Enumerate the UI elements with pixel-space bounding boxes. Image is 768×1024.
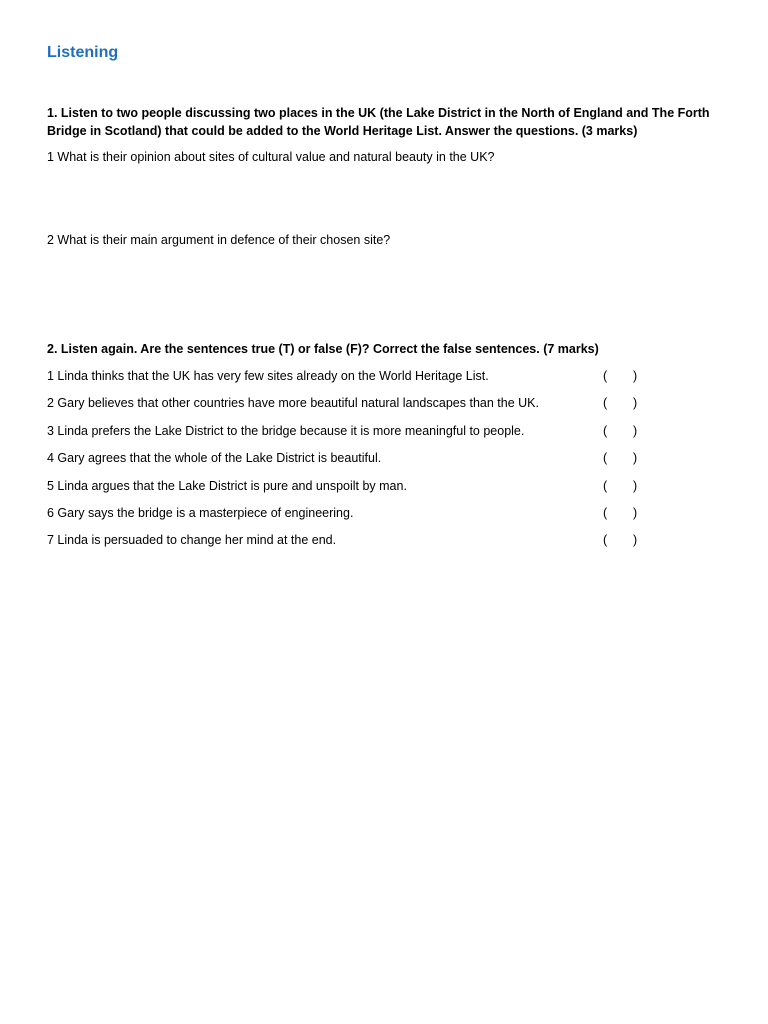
- bracket-close: ): [633, 396, 638, 411]
- true-false-statement: 2 Gary believes that other countries have more beautiful natural landscapes than the UK.: [47, 396, 539, 411]
- section2-instructions: 2. Listen again. Are the sentences true (T) or false (F)? Correct the false sentences. (7 marks): [47, 342, 599, 356]
- bracket-open: (: [603, 478, 608, 493]
- bracket-open: (: [603, 396, 608, 411]
- section1-question-1: 1 What is their opinion about sites of cultural value and natural beauty in the UK?: [47, 150, 495, 164]
- bracket-close: ): [633, 533, 638, 548]
- true-false-item: [47, 393, 667, 420]
- true-false-statement: 3 Linda prefers the Lake District to the bridge because it is more meaningful to people.: [47, 423, 525, 438]
- true-false-statement: 7 Linda is persuaded to change her mind at the end.: [47, 533, 337, 548]
- section1-question-2: 2 What is their main argument in defence of their chosen site?: [47, 233, 391, 247]
- bracket-open: (: [603, 533, 608, 548]
- bracket-close: ): [633, 478, 638, 493]
- bracket-open: (: [603, 451, 608, 466]
- true-false-item: [47, 530, 667, 557]
- true-false-item: [47, 503, 667, 530]
- section1-instructions: 1. Listen to two people discussing two places in the UK (the Lake District in the North of England and The Forth Bridge in Scotland) that could be added to the World Heritage List. Answer the questions. (3 marks): [47, 106, 710, 138]
- page-heading: Listening: [47, 44, 119, 61]
- true-false-item: [47, 421, 667, 448]
- true-false-item: [47, 448, 667, 475]
- bracket-open: (: [603, 423, 608, 438]
- true-false-statement: 4 Gary agrees that the whole of the Lake District is beautiful.: [47, 451, 382, 466]
- true-false-item: [47, 366, 667, 393]
- bracket-open: (: [603, 369, 608, 383]
- true-false-statement: 1 Linda thinks that the UK has very few sites already on the World Heritage List.: [47, 369, 489, 383]
- true-false-statement: 5 Linda argues that the Lake District is pure and unspoilt by man.: [47, 478, 407, 493]
- true-false-statement: 6 Gary says the bridge is a masterpiece of engineering.: [47, 505, 354, 520]
- bracket-open: (: [603, 505, 608, 520]
- true-false-item: [47, 476, 667, 503]
- bracket-close: ): [633, 369, 638, 383]
- bracket-close: ): [633, 451, 638, 466]
- true-false-list: [47, 366, 667, 558]
- bracket-close: ): [633, 423, 638, 438]
- bracket-close: ): [633, 505, 638, 520]
